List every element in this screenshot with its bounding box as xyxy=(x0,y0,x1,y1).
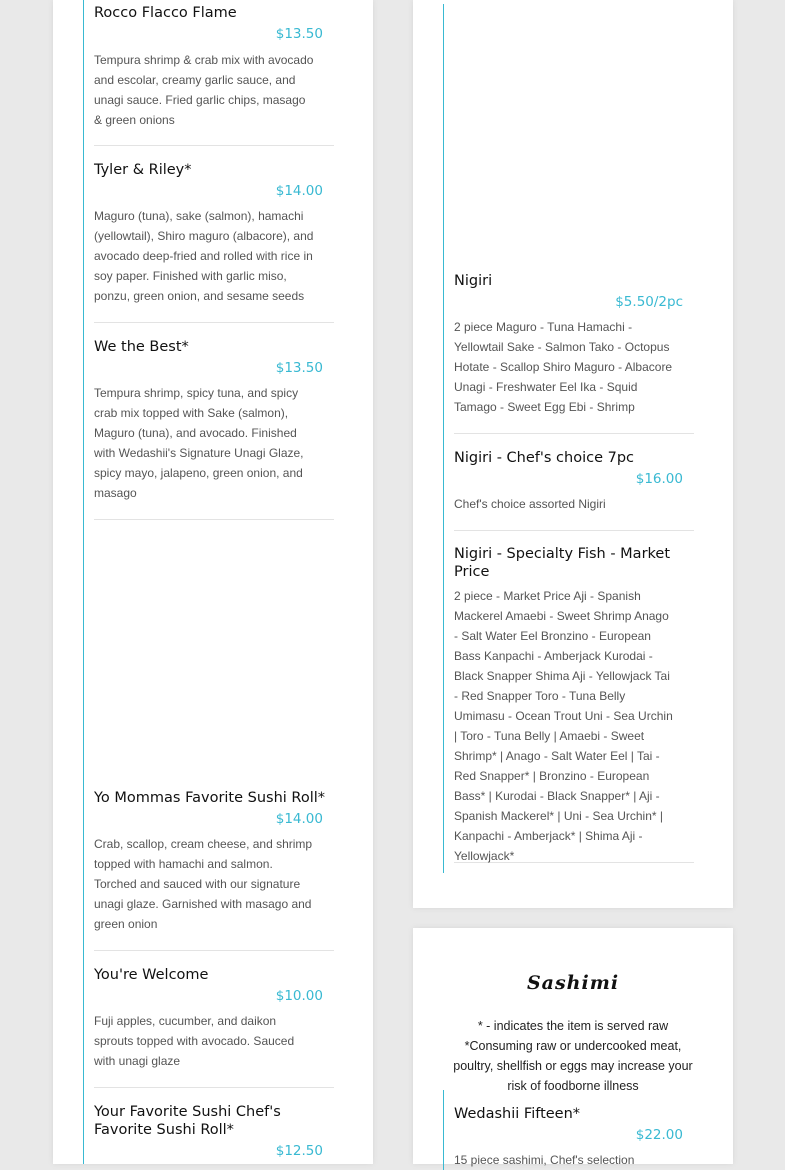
menu-item-list xyxy=(443,4,694,873)
menu-item[interactable] xyxy=(94,951,334,1088)
item-name: Nigiri - Chef's choice 7pc xyxy=(454,450,635,466)
menu-item[interactable] xyxy=(94,323,334,520)
item-price: $22.00 xyxy=(635,1127,683,1143)
item-name: Nigiri xyxy=(454,273,493,289)
item-price: $10.00 xyxy=(275,988,323,1004)
sashimi-card xyxy=(413,928,733,1167)
raw-disclaimer: * - indicates the item is served raw *Consuming raw or undercooked meat, poultry, shellfish or eggs may increase your risk of foodborne illness xyxy=(453,1019,693,1093)
menu-item-list xyxy=(443,1090,694,1170)
menu-card-left xyxy=(53,0,373,1164)
item-description: 15 piece sashimi, Chef's selection xyxy=(454,1153,635,1167)
menu-item-list xyxy=(83,0,334,1164)
item-description: Maguro (tuna), sake (salmon), hamachi (yellowtail), Shiro maguro (albacore), and avocado deep-fried and rolled with rice in soy paper. Finished with garlic miso, ponzu, green onion, and sesame seeds xyxy=(94,209,314,303)
item-description: 2 piece Maguro - Tuna Hamachi - Yellowtail Sake - Salmon Tako - Octopus Hotate - Scallop Shiro Maguro - Albacore Unagi - Freshwater Eel Ika - Squid Tamago - Sweet Egg Ebi - Shrimp xyxy=(454,320,673,414)
menu-item[interactable] xyxy=(454,531,694,863)
item-name: Rocco Flacco Flame xyxy=(94,5,237,21)
menu-card-right xyxy=(413,0,733,908)
item-description: Tempura shrimp, spicy tuna, and spicy crab mix topped with Sake (salmon), Maguro (tuna), and avocado. Finished with Wedashii's Signature Unagi Glaze, spicy mayo, jalapeno, green onion, and masago xyxy=(94,386,304,500)
item-name: Yo Mommas Favorite Sushi Roll* xyxy=(94,790,326,806)
menu-item[interactable] xyxy=(94,774,334,951)
item-price: $13.50 xyxy=(275,360,323,376)
menu-item[interactable] xyxy=(94,0,334,146)
item-price: $12.50 xyxy=(275,1143,323,1159)
item-name: Wedashii Fifteen* xyxy=(454,1106,581,1122)
item-price: $14.00 xyxy=(275,811,323,827)
item-price: $5.50/2pc xyxy=(615,294,683,310)
item-description: 2 piece - Market Price Aji - Spanish Mackerel Amaebi - Sweet Shrimp Anago - Salt Water Eel Bronzino - European Bass Kanpachi - Amberjack Kurodai - Black Snapper Shima Aji - Yellowjack Tai - Red Snapper Toro - Tuna Belly Umimasu - Ocean Trout Uni - Sea Urchin | Toro - Tuna Belly | Amaebi - Sweet Shrimp* | Anago - Salt Water Eel | Tai - Red Snapper* | Bronzino - European Bass* | Kurodai - Black Snapper* | Aji - Spanish Mackerel* | Uni - Sea Urchin* | Kanpachi - Amberjack* | Shima Aji - Yellowjack* xyxy=(454,589,673,863)
menu-item[interactable] xyxy=(454,1090,694,1170)
section-title: Sashimi xyxy=(526,972,620,994)
item-description: Fuji apples, cucumber, and daikon sprouts topped with avocado. Sauced with unagi glaze xyxy=(94,1014,295,1068)
item-name: You're Welcome xyxy=(94,967,209,983)
item-price: $16.00 xyxy=(635,471,683,487)
item-description: Tempura shrimp & crab mix with avocado and escolar, creamy garlic sauce, and unagi sauce. Fried garlic chips, masago & green onions xyxy=(94,53,314,127)
item-name: Tyler & Riley* xyxy=(94,162,192,178)
menu-item[interactable] xyxy=(94,1088,334,1164)
item-description: Crab, scallop, cream cheese, and shrimp topped with hamachi and salmon. Torched and sauced with our signature unagi glaze. Garnished with masago and green onion xyxy=(94,837,313,931)
item-name: Nigiri - Specialty Fish - Market Price xyxy=(454,546,671,580)
menu-item[interactable] xyxy=(94,146,334,323)
item-price: $14.00 xyxy=(275,183,323,199)
item-description: Chef's choice assorted Nigiri xyxy=(454,497,606,511)
menu-item[interactable] xyxy=(454,434,694,531)
item-name: We the Best* xyxy=(94,339,189,355)
item-name: Your Favorite Sushi Chef's Favorite Sushi Roll* xyxy=(94,1104,281,1138)
menu-item[interactable] xyxy=(454,260,694,434)
item-price: $13.50 xyxy=(275,26,323,42)
